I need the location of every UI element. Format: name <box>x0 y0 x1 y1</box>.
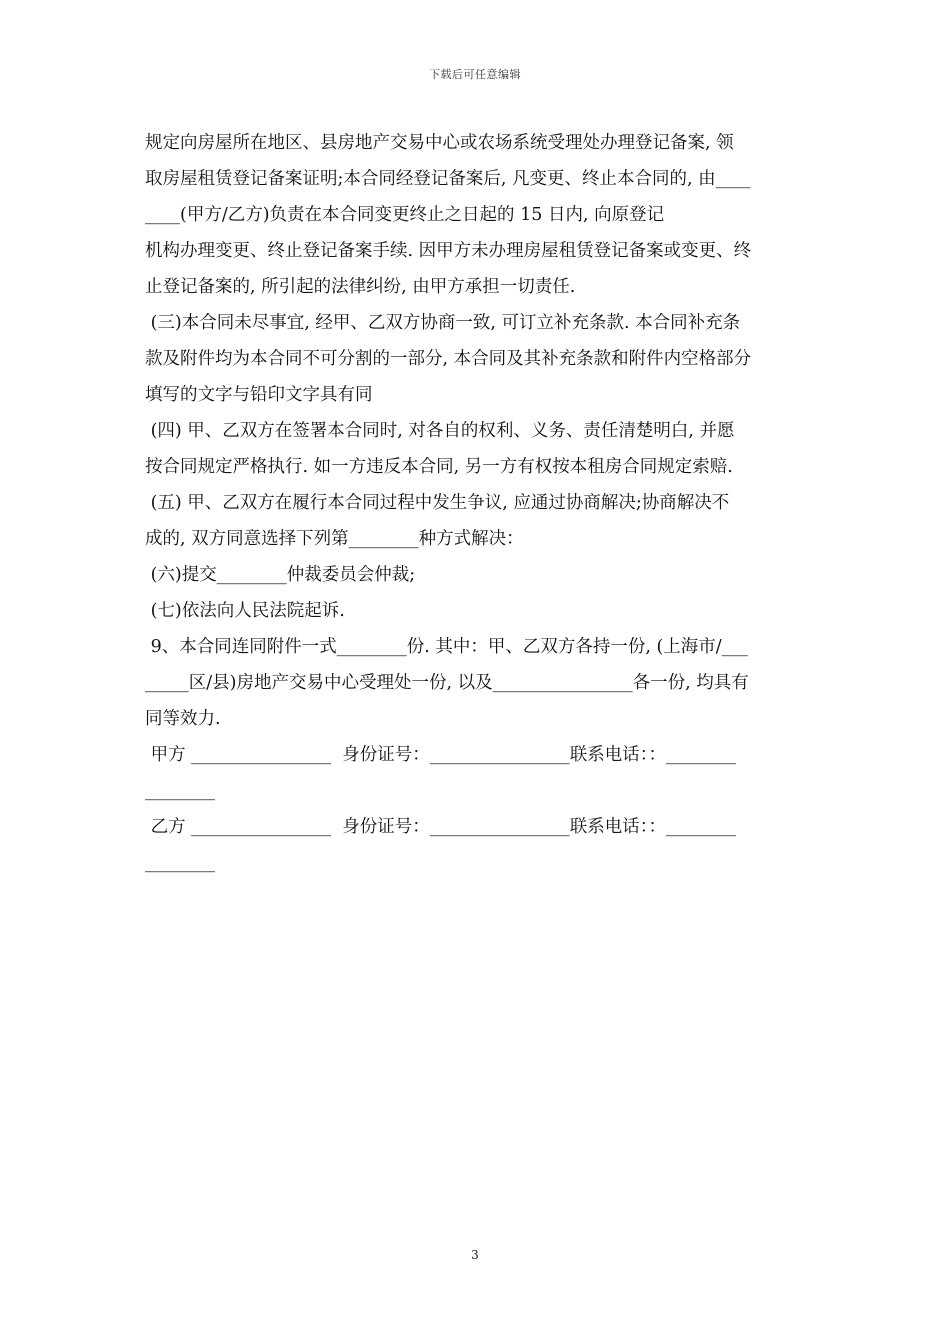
text-line: (四) 甲、乙双方在签署本合同时, 对各自的权利、义务、责任清楚明白, 并愿 <box>145 421 735 441</box>
page-header: 下载后可任意编辑 <box>429 68 521 81</box>
text-line: 款及附件均为本合同不可分割的一部分, 本合同及其补充条款和附件内空格部分 <box>145 349 752 369</box>
text-line: 同等效力. <box>145 709 221 729</box>
party-b-signature-line-cont: ________ <box>145 853 215 873</box>
text-line: _____区/县)房地产交易中心受理处一份, 以及________________各一份, 均具有 <box>145 673 749 693</box>
text-line: (五) 甲、乙双方在履行本合同过程中发生争议, 应通过协商解决;协商解决不 <box>145 493 730 513</box>
text-line: 机构办理变更、终止登记备案手续. 因甲方未办理房屋租赁登记备案或变更、终 <box>145 241 752 261</box>
text-line: ____(甲方/乙方)负责在本合同变更终止之日起的 15 日内, 向原登记 <box>145 205 665 225</box>
text-line: 规定向房屋所在地区、县房地产交易中心或农场系统受理处办理登记备案, 领 <box>145 133 734 153</box>
text-line: 取房屋租赁登记备案证明;本合同经登记备案后, 凡变更、终止本合同的, 由____ <box>145 169 751 189</box>
party-b-signature-line: 乙方 ________________ 身份证号：________________联系电话：：________ <box>145 817 736 837</box>
text-line: 9、本合同连同附件一式________份. 其中：甲、乙双方各持一份, (上海市/___ <box>145 637 748 657</box>
document-body <box>145 125 807 881</box>
page-number: 3 <box>471 1248 479 1262</box>
text-line: (七)依法向人民法院起诉. <box>145 601 345 621</box>
text-line: 止登记备案的, 所引起的法律纠纷, 由甲方承担一切责任. <box>145 277 576 297</box>
text-line: 填写的文字与铅印文字具有同 <box>145 385 373 405</box>
text-line: (六)提交________仲裁委员会仲裁; <box>145 565 416 585</box>
text-line: 按合同规定严格执行. 如一方违反本合同, 另一方有权按本租房合同规定索赔. <box>145 457 733 477</box>
text-line: 成的, 双方同意选择下列第________种方式解决： <box>145 529 524 549</box>
party-a-signature-line: 甲方 ________________ 身份证号：________________联系电话：：________ <box>145 745 736 765</box>
party-a-signature-line-cont: ________ <box>145 781 215 801</box>
text-line: (三)本合同未尽事宜, 经甲、乙双方协商一致, 可订立补充条款. 本合同补充条 <box>145 313 741 333</box>
